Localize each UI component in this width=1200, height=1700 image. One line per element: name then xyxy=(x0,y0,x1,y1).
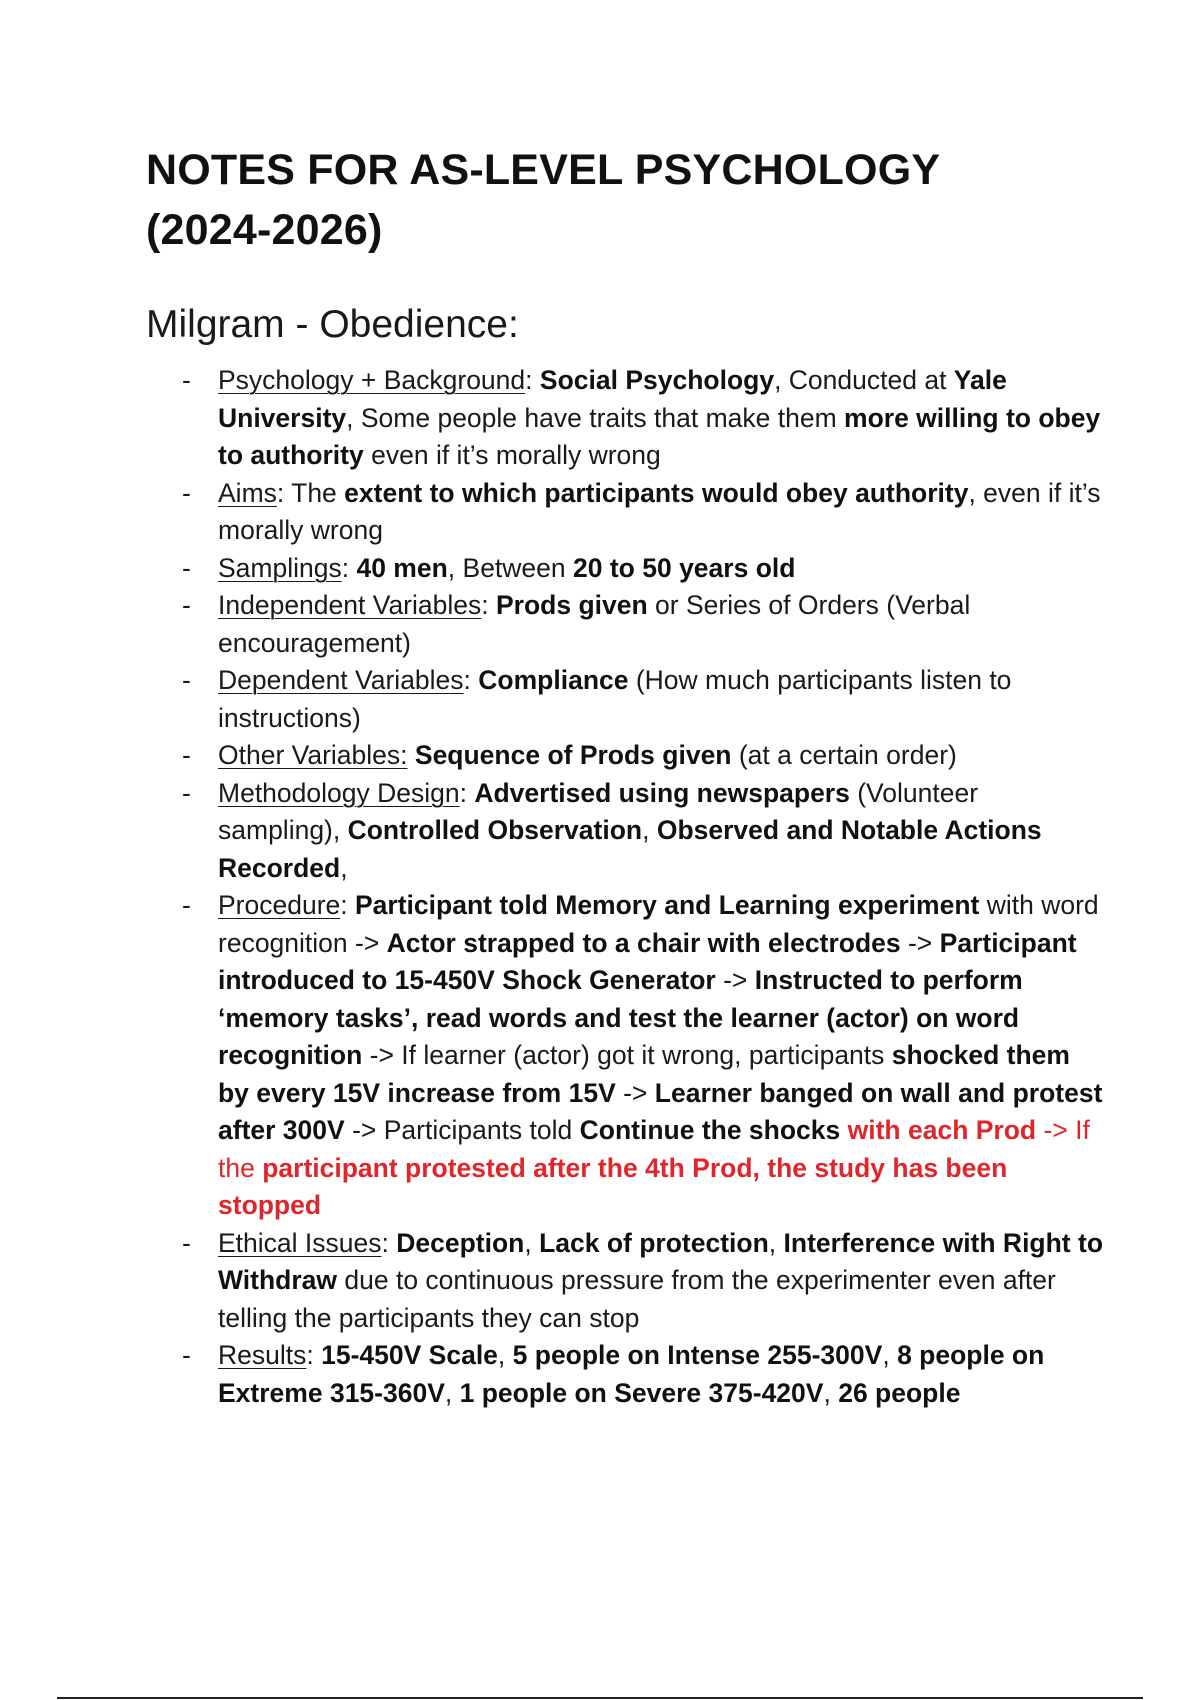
bullet-dash: - xyxy=(182,1340,191,1370)
notes-list xyxy=(146,362,1106,1412)
bullet-dash: - xyxy=(182,890,191,920)
bullet-dash: - xyxy=(182,777,191,808)
item-label: Dependent Variables xyxy=(218,665,464,695)
document-page xyxy=(146,140,1106,1412)
item-label: Methodology Design xyxy=(218,777,460,808)
item-label: Procedure xyxy=(218,890,341,920)
bullet-dash: - xyxy=(182,590,191,620)
document-title: NOTES FOR AS-LEVEL PSYCHOLOGY (2024-2026) xyxy=(146,146,941,254)
bullet-dash: - xyxy=(182,665,191,695)
bullet-dash: - xyxy=(182,477,191,508)
list-item-methodology-design: - Methodology Design: Advertised using newspapers (Volunteer sampling), Controlled Observation, Observed and Notable Actions Recorded, xyxy=(146,775,1106,888)
item-label: Other Variables: xyxy=(218,740,408,770)
list-item-independent-variables: - Independent Variables: Prods given or Series of Orders (Verbal encouragement) xyxy=(146,587,1106,662)
section-heading-milgram: Milgram - Obedience: xyxy=(146,303,519,346)
page-bottom-divider xyxy=(57,1697,1143,1699)
list-item-samplings: - Samplings: 40 men, Between 20 to 50 years old xyxy=(146,550,1106,588)
item-label: Aims xyxy=(218,477,277,508)
item-label: Ethical Issues xyxy=(218,1227,382,1258)
bullet-dash: - xyxy=(182,1227,191,1258)
bullet-dash: - xyxy=(182,365,191,395)
list-item-background: - Psychology + Background: Social Psychology, Conducted at Yale University, Some people have traits that make them more willing to obey to authority even if it’s morally wrong xyxy=(146,362,1106,475)
item-label: Results xyxy=(218,1340,307,1370)
list-item-procedure: - Procedure: Participant told Memory and Learning experiment with word recognition -> Actor strapped to a chair with electrodes -> Participant introduced to 15-450V Shock Generator -> Instructed to perform ‘memory tasks’, read words and test the learner (actor) on word recognition -> If learner (actor) got it wrong, participants shocked them by every 15V increase from 15V -> Learner banged on wall and protest after 300V -> Participants told Continue the shocks with each Prod -> If the participant protested after the 4th Prod, the study has been stopped xyxy=(146,887,1106,1225)
highlighted-text: with each Prod -> If the participant protested after the 4th Prod, the study has been stopped xyxy=(218,1115,1090,1220)
list-item-aims: - Aims: The extent to which participants would obey authority, even if it’s morally wrong xyxy=(146,475,1106,550)
list-item-dependent-variables: - Dependent Variables: Compliance (How much participants listen to instructions) xyxy=(146,662,1106,737)
list-item-other-variables: - Other Variables: Sequence of Prods given (at a certain order) xyxy=(146,737,1106,775)
item-label: Independent Variables xyxy=(218,590,482,620)
item-label: Psychology + Background xyxy=(218,365,526,395)
bullet-dash: - xyxy=(182,740,191,770)
list-item-results: - Results: 15-450V Scale, 5 people on Intense 255-300V, 8 people on Extreme 315-360V, 1 people on Severe 375-420V, 26 people xyxy=(146,1337,1106,1412)
item-label: Samplings xyxy=(218,552,342,583)
list-item-ethical-issues: - Ethical Issues: Deception, Lack of protection, Interference with Right to Withdraw due to continuous pressure from the experimenter even after telling the participants they can stop xyxy=(146,1225,1106,1338)
bullet-dash: - xyxy=(182,552,191,583)
